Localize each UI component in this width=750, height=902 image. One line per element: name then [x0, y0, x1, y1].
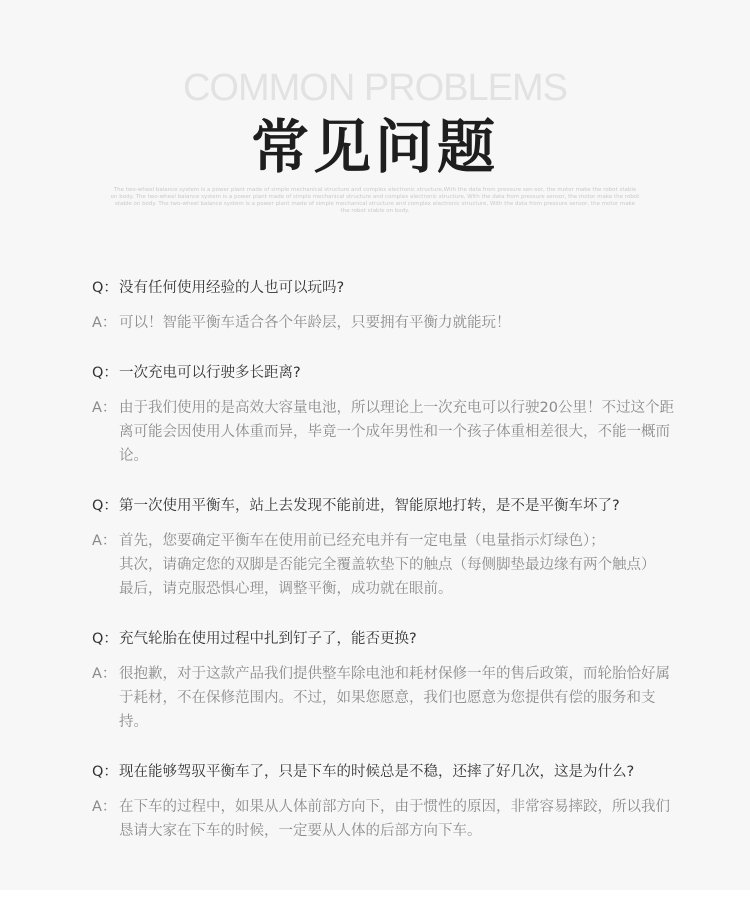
question-row	[92, 276, 682, 300]
faq-item	[92, 627, 682, 734]
question-prefix: Q：	[92, 365, 118, 381]
question-text: 一次充电可以行驶多长距离?	[119, 365, 301, 381]
english-title: COMMON PROBLEMS	[182, 67, 568, 109]
question-prefix: Q：	[92, 280, 118, 296]
answer-text: 由于我们使用的是高效大容量电池，所以理论上一次充电可以行驶20公里！不过这个距离可能会因使用人体重而异，毕竟一个成年男性和一个孩子体重相差很大，不能一概而论。	[119, 400, 674, 464]
question-prefix: Q：	[92, 764, 118, 780]
faq-item	[92, 276, 682, 335]
answer-text: 很抱歉，对于这款产品我们提供整车除电池和耗材保修一年的售后政策，而轮胎恰好属于耗材，不在保修范围内。不过，如果您愿意，我们也愿意为您提供有偿的服务和支持。	[119, 666, 670, 730]
question-text: 第一次使用平衡车，站上去发现不能前进，智能原地打转，是不是平衡车坏了?	[119, 498, 620, 514]
answer-text: 可以！智能平衡车适合各个年龄层，只要拥有平衡力就能玩！	[119, 315, 511, 331]
question-row	[92, 760, 682, 784]
answer-row	[92, 529, 682, 601]
answer-prefix: A：	[92, 799, 117, 815]
question-row	[92, 494, 682, 518]
faq-item	[92, 494, 682, 601]
faq-item	[92, 361, 682, 468]
question-prefix: Q：	[92, 631, 118, 647]
answer-row	[92, 795, 682, 843]
answer-prefix: A：	[92, 315, 117, 331]
question-row	[92, 627, 682, 651]
question-text: 没有任何使用经验的人也可以玩吗?	[119, 280, 345, 296]
faq-list	[92, 276, 682, 869]
question-row	[92, 361, 682, 385]
question-text: 充气轮胎在使用过程中扎到钉子了，能否更换?	[119, 631, 417, 647]
answer-prefix: A：	[92, 533, 117, 549]
question-prefix: Q：	[92, 498, 118, 514]
answer-row	[92, 662, 682, 734]
decorative-fine-print: The two-wheel balance system is a power plant made of simple mechanical structure and complex electronic structure,With the data from pressure sen-sor, the motor make the robot stable on body. The two-wheel balance system is a power plant made of simple mechanical structure and complex electronic structure, With the data from pressure sensor, the motor make the robot stable on body. The two-wheel balance system is a power plant made of simple mechanical structure and complex electronic structure, With the data from pressure sensor, the motor make the robot stable on body.	[110, 187, 640, 214]
answer-row	[92, 311, 682, 335]
answer-prefix: A：	[92, 666, 117, 682]
question-text: 现在能够驾驭平衡车了，只是下车的时候总是不稳，还摔了好几次，这是为什么?	[119, 764, 635, 780]
page-title: 常见问题	[250, 113, 499, 181]
answer-text: 在下车的过程中，如果从人体前部方向下，由于惯性的原因，非常容易摔跤，所以我们恳请大家在下车的时候，一定要从人体的后部方向下车。	[119, 799, 670, 839]
answer-text: 首先，您要确定平衡车在使用前已经充电并有一定电量（电量指示灯绿色）； 其次，请确定您的双脚是否能完全覆盖软垫下的触点（每侧脚垫最边缘有两个触点） 最后，请克服恐惧心理，调整平衡，成功就在眼前。	[119, 533, 656, 597]
answer-row	[92, 396, 682, 468]
answer-prefix: A：	[92, 400, 117, 416]
faq-item	[92, 760, 682, 843]
